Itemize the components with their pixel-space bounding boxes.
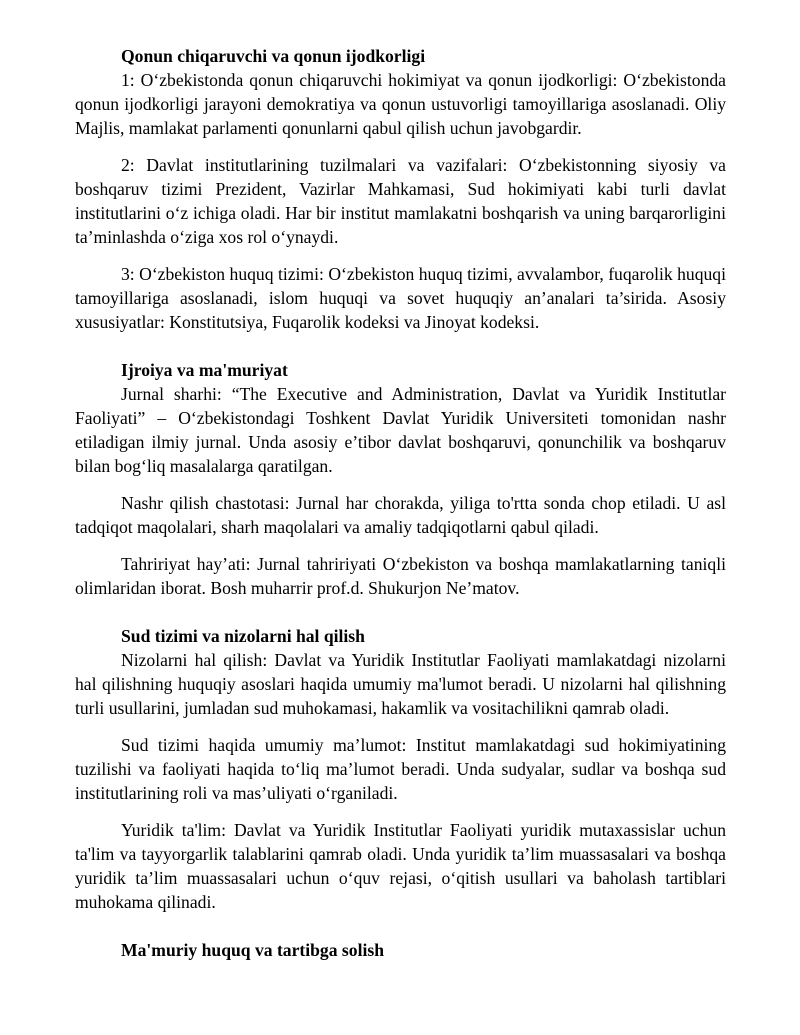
- paragraph: 2: Davlat institutlarining tuzilmalari va vazifalari: O‘zbekistonning siyosiy va boshqaruv tizimi Prezident, Vazirlar Mahkamasi, Sud hokimiyati kabi turli davlat institutlarini o‘z ichiga oladi. Har bir institut mamlakatni boshqarish va uning barqarorligini ta’minlashda o‘ziga xos rol o‘ynaydi.: [75, 155, 726, 247]
- paragraph: Jurnal sharhi: “The Executive and Administration, Davlat va Yuridik Institutlar Faoliyati” – O‘zbekistondagi Toshkent Davlat Yuridik Universiteti tomonidan nashr etiladigan ilmiy jurnal. Unda asosiy e’tibor davlat boshqaruvi, qonunchilik va boshqaruv bilan bog‘liq masalalarga qaratilgan.: [75, 384, 726, 476]
- paragraph: 1: O‘zbekistonda qonun chiqaruvchi hokimiyat va qonun ijodkorligi: O‘zbekistonda qonun ijodkorligi jarayoni demokratiya va qonun ustuvorligi tamoyillariga asoslanadi. Oliy Majlis, mamlakat parlamenti qonunlarni qabul qilish uchun javobgardir.: [75, 70, 726, 138]
- paragraph: 3: O‘zbekiston huquq tizimi: O‘zbekiston huquq tizimi, avvalambor, fuqarolik huquqi tamoyillariga asoslanadi, islom huquqi va sovet huquqiy an’analari ta’sirida. Asosiy xususiyatlar: Konstitutsiya, Fuqarolik kodeksi va Jinoyat kodeksi.: [75, 264, 726, 332]
- section-heading: Sud tizimi va nizolarni hal qilish: [121, 626, 365, 646]
- section-heading: Ma'muriy huquq va tartibga solish: [121, 940, 384, 960]
- section-heading: Ijroiya va ma'muriyat: [121, 360, 288, 380]
- paragraph: Tahririyat hay’ati: Jurnal tahririyati O‘zbekiston va boshqa mamlakatlarning taniqli olimlaridan iborat. Bosh muharrir prof.d. Shukurjon Ne’matov.: [75, 554, 726, 598]
- paragraph: Yuridik ta'lim: Davlat va Yuridik Institutlar Faoliyati yuridik mutaxassislar uchun ta'lim va tayyorgarlik talablarini qamrab oladi. Unda yuridik ta’lim muassasalari va boshqa yuridik ta’lim muassasalari uchun o‘quv rejasi, o‘qitish usullari va baholash tartiblari muhokama qilinadi.: [75, 820, 726, 912]
- paragraph: Nizolarni hal qilish: Davlat va Yuridik Institutlar Faoliyati mamlakatdagi nizolarni hal qilishning huquqiy asoslari haqida umumiy ma'lumot beradi. U nizolarni hal qilishning turli usullarini, jumladan sud muhokamasi, hakamlik va vositachilikni qamrab oladi.: [75, 650, 726, 718]
- paragraph: Sud tizimi haqida umumiy ma’lumot: Institut mamlakatdagi sud hokimiyatining tuzilishi va faoliyati haqida to‘liq ma’lumot beradi. Unda sudyalar, sudlar va boshqa sud institutlarining roli va mas’uliyati o‘rganiladi.: [75, 735, 726, 803]
- document-page: [75, 44, 726, 962]
- paragraph: Nashr qilish chastotasi: Jurnal har chorakda, yiliga to'rtta sonda chop etiladi. U asl tadqiqot maqolalari, sharh maqolalari va amaliy tadqiqotlarni qabul qiladi.: [75, 493, 726, 537]
- section-heading: Qonun chiqaruvchi va qonun ijodkorligi: [121, 46, 426, 66]
